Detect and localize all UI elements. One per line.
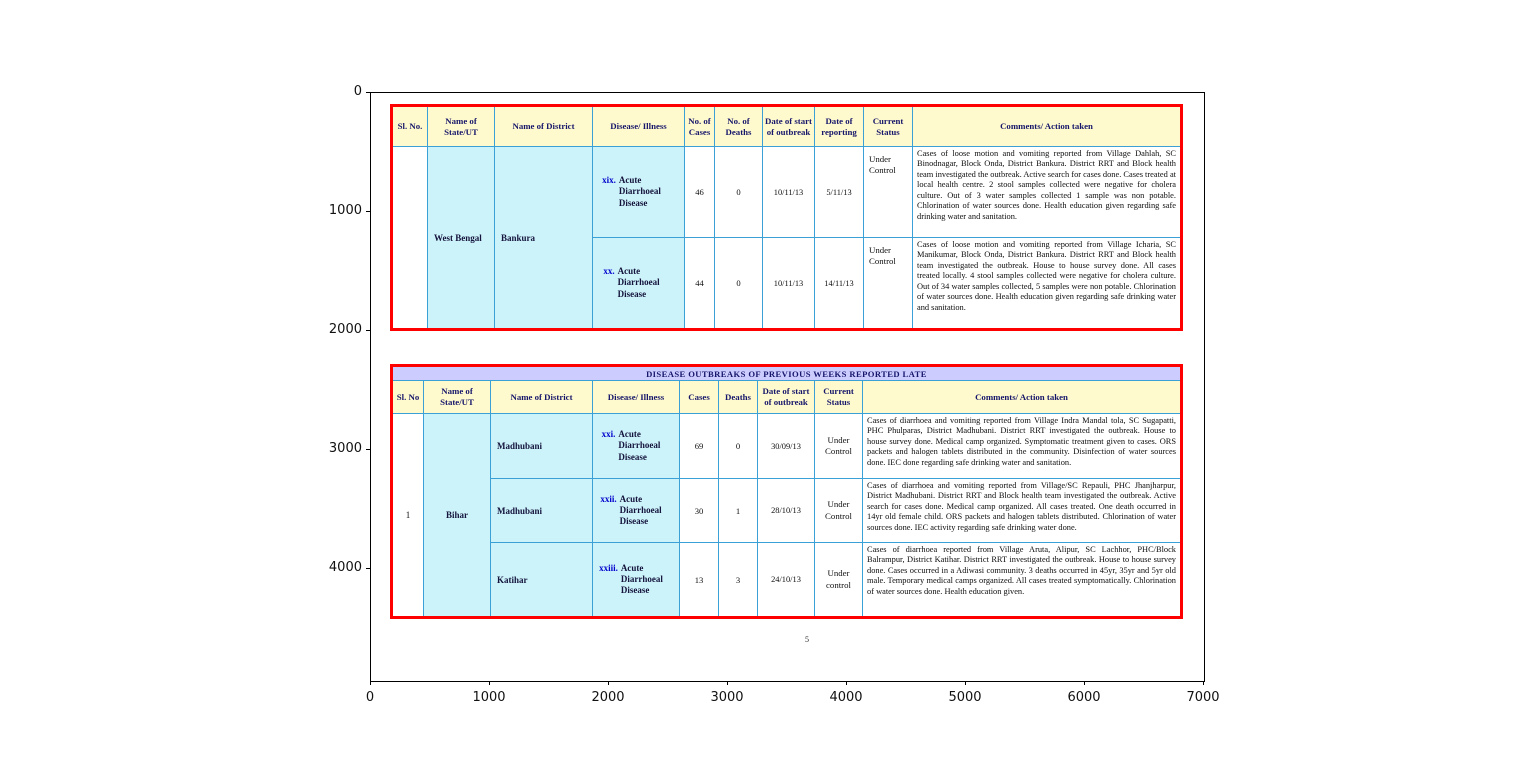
x-tick-label: 5000 (948, 690, 982, 705)
t2-row0-date-start: 30/09/13 (758, 414, 815, 479)
t1-row0-disease-cell (593, 147, 685, 238)
t2-row2-status: Under control (815, 543, 863, 616)
y-tick-label: 2000 (328, 322, 362, 337)
t1-row1-date-reporting: 14/11/13 (815, 238, 864, 328)
disease-label (602, 429, 671, 463)
outbreak-numeral: xxiii. (599, 562, 618, 573)
t2-row2-district: Katihar (491, 543, 593, 616)
disease-label (603, 266, 673, 300)
x-tick-label: 4000 (829, 690, 863, 705)
t2-row1-comments: Cases of diarrhoea and vomiting reported from Village/SC Repauli, PHC Jhanjharpur, District Madhubani. District RRT and Block health team investigated the outbreak. Active search for cases done. Medical camp organized. All cases treated. One death occurred in 14yr old female child. ORS packets and halogen tablets distributed. Chlorination of water sources done. IEC activity regarding safe drinking water done. (863, 479, 1180, 543)
t2-header-disease: Disease/ Illness (593, 381, 680, 414)
disease-label (602, 175, 675, 209)
t2-banner-title: DISEASE OUTBREAKS OF PREVIOUS WEEKS REPORTED LATE (393, 367, 1180, 381)
t2-row1-district: Madhubani (491, 479, 593, 543)
t1-district-cell: Bankura (495, 147, 593, 328)
t2-row2-deaths: 3 (719, 543, 758, 616)
t2-header-comments: Comments/ Action taken (863, 381, 1180, 414)
outbreak-numeral: xxi. (601, 429, 616, 440)
y-tick-label: 4000 (328, 560, 362, 575)
t2-row1-status: Under Control (815, 479, 863, 543)
t1-row0-cases: 46 (685, 147, 715, 238)
t2-row0-deaths: 0 (719, 414, 758, 479)
t2-row0-comments: Cases of diarrhoea and vomiting reported from Village Indra Mandal tola, SC Sugapatti, PHC Phulparas, District Madhubani. District RRT investigated the outbreak. House to house survey done. Medical camp organized. Symptomatic treatment given to cases. ORS packets and halogen tablets distributed in the community. Disinfection of water sources done. IEC done regarding safe drinking water and sanitation. (863, 414, 1180, 479)
t2-row0-cases: 69 (680, 414, 719, 479)
t2-row1-date-start: 28/10/13 (758, 479, 815, 543)
t1-header-cases: No. of Cases (685, 107, 715, 147)
x-tick-label: 1000 (472, 690, 506, 705)
t1-header-date-start: Date of start of outbreak (763, 107, 815, 147)
t2-header-cases: Cases (680, 381, 719, 414)
t2-row2-disease-cell (593, 543, 680, 616)
t2-row2-date-start: 24/10/13 (758, 543, 815, 616)
t1-header-date-reporting: Date of reporting (815, 107, 864, 147)
t2-header-status: Current Status (815, 381, 863, 414)
y-tick-label: 0 (353, 84, 362, 99)
y-tick-label: 1000 (328, 203, 362, 218)
t1-header-state: Name of State/UT (428, 107, 495, 147)
x-tick-label: 2000 (591, 690, 625, 705)
t1-row1-cases: 44 (685, 238, 715, 328)
t1-header-comments: Comments/ Action taken (913, 107, 1180, 147)
t1-row1-status: Under Control (864, 238, 913, 328)
t2-header-sl: Sl. No (393, 381, 424, 414)
outbreak-table-reported-late (390, 364, 1183, 619)
x-tick-label: 6000 (1067, 690, 1101, 705)
t1-row1-comments: Cases of loose motion and vomiting reported from Village Icharia, SC Manikumar, Block Onda, District Bankura. District RRT and Block health team investigated the outbreak. House to house survey done. All cases treated locally. 4 stool samples collected were negative for cholera culture. Out of 34 water samples collected, 5 samples were non potable. Chlorination of water sources done. Health education given regarding safe drinking water and sanitation. (917, 240, 1176, 312)
t1-row0-date-reporting: 5/11/13 (815, 147, 864, 238)
disease-name: Acute Diarrhoeal Disease (618, 175, 661, 208)
page-number: 5 (805, 635, 809, 644)
t2-header-state: Name of State/UT (424, 381, 491, 414)
t2-row0-disease-cell (593, 414, 680, 479)
t2-row0-status: Under Control (815, 414, 863, 479)
t1-header-status: Current Status (864, 107, 913, 147)
t2-sl-cell: 1 (393, 414, 424, 616)
t2-row1-cases: 30 (680, 479, 719, 543)
disease-name: Acute Diarrhoeal Disease (619, 493, 662, 527)
t1-row0-date-start: 10/11/13 (763, 147, 815, 238)
y-tick-label: 3000 (328, 441, 362, 456)
plot-area-document-page (370, 92, 1205, 682)
x-tick-label: 0 (365, 690, 375, 705)
t2-row2-comments: Cases of diarrhoea reported from Village Aruta, Alipur, SC Lachhor, PHC/Block Balrampur, District Katihar. District RRT investigated the outbreak. House to house survey done. Cases occurred in a Adiwasi community. 3 deaths occurred in 45yr, 35yr and 5yr old male. Temporary medical camps organized. All cases treated symptomatically. Chlorination of water sources done. Health education given. (867, 545, 1176, 596)
t1-header-district: Name of District (495, 107, 593, 147)
disease-label (599, 563, 673, 597)
t2-row0-district: Madhubani (491, 414, 593, 479)
disease-label (600, 494, 671, 528)
t2-header-date-start: Date of start of outbreak (758, 381, 815, 414)
t2-row1-disease-cell (593, 479, 680, 543)
disease-name: Acute Diarrhoeal Disease (620, 562, 663, 596)
t1-row1-disease-cell (593, 238, 685, 328)
x-tick-label: 3000 (710, 690, 744, 705)
outbreak-numeral: xix. (602, 175, 616, 186)
outbreak-table-current-week (390, 104, 1183, 331)
t1-row0-status: Under Control (864, 147, 913, 238)
t1-row1-date-start: 10/11/13 (763, 238, 815, 328)
t2-state-cell: Bihar (424, 414, 491, 616)
outbreak-numeral: xxii. (600, 493, 617, 504)
disease-name: Acute Diarrhoeal Disease (617, 266, 660, 299)
t1-header-disease: Disease/ Illness (593, 107, 685, 147)
t1-sl-cell (393, 147, 428, 328)
t1-header-sl: Sl. No. (393, 107, 428, 147)
t2-header-district: Name of District (491, 381, 593, 414)
t2-row2-cases: 13 (680, 543, 719, 616)
t1-header-deaths: No. of Deaths (715, 107, 763, 147)
t1-row0-comments: Cases of loose motion and vomiting reported from Village Dahlah, SC Binodnagar, Block Onda, District Bankura. District RRT and Block health team investigated the outbreak. Active search for cases done. Cases treated at local health centre. 2 stool samples collected were negative for cholera culture. Out of 3 water samples collected 1 sample was non potable. Chlorination of water sources done. Health education given regarding safe drinking water and sanitation. (913, 147, 1180, 238)
t1-row1-deaths: 0 (715, 238, 763, 328)
disease-name: Acute Diarrhoeal Disease (618, 429, 661, 462)
t2-header-deaths: Deaths (719, 381, 758, 414)
t2-row1-deaths: 1 (719, 479, 758, 543)
t1-state-cell: West Bengal (428, 147, 495, 328)
t1-row0-deaths: 0 (715, 147, 763, 238)
x-tick-label: 7000 (1186, 690, 1220, 705)
outbreak-numeral: xx. (603, 266, 615, 277)
